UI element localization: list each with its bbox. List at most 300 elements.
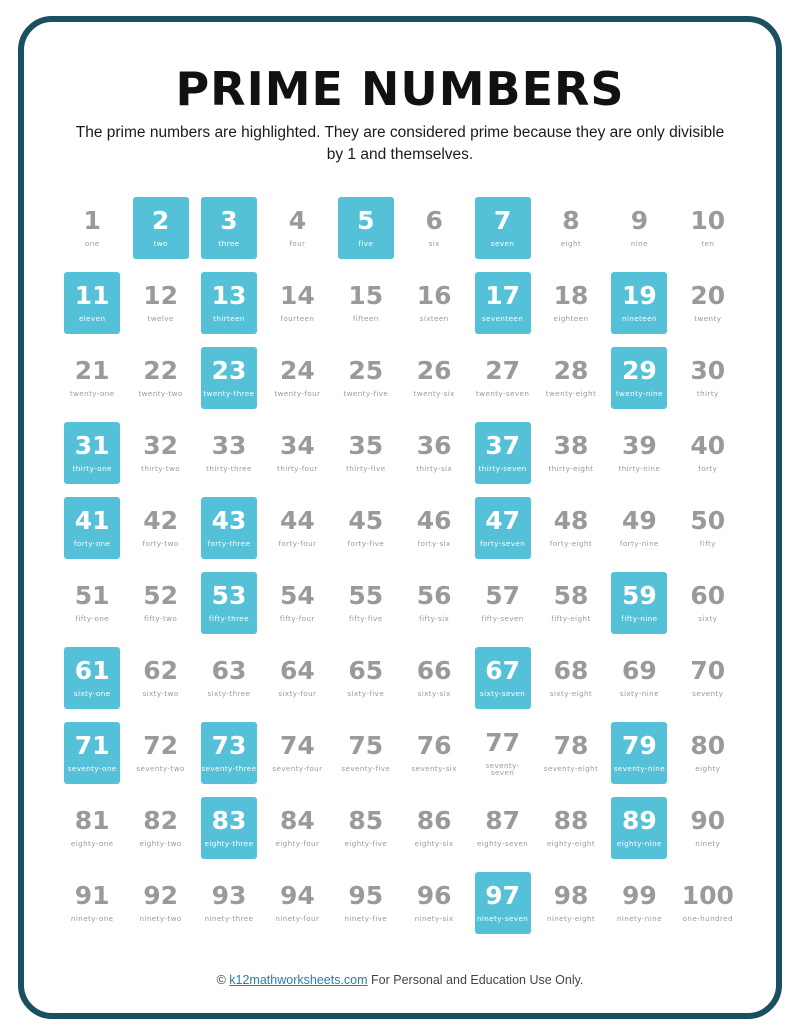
number-cell	[680, 497, 736, 559]
number-cell	[475, 347, 531, 409]
number-value: 98	[553, 881, 589, 911]
number-value: 40	[690, 431, 726, 461]
number-word: seventeen	[481, 314, 524, 324]
number-cell	[680, 197, 736, 259]
number-cell	[338, 722, 394, 784]
number-word: sixty-seven	[479, 689, 526, 699]
number-cell	[680, 422, 736, 484]
number-cell	[611, 647, 667, 709]
number-cell	[133, 572, 189, 634]
number-word: eleven	[78, 314, 106, 324]
number-value: 38	[553, 431, 589, 461]
number-word: fifty-nine	[621, 614, 658, 624]
number-word: ninety-eight	[546, 914, 596, 924]
number-cell	[201, 422, 257, 484]
number-cell	[406, 197, 462, 259]
number-value: 62	[143, 656, 178, 686]
number-word: twenty-six	[413, 389, 455, 399]
number-value: 4	[288, 206, 307, 236]
number-value: 19	[621, 281, 657, 311]
number-value: 20	[690, 281, 726, 311]
number-value: 63	[211, 656, 247, 686]
number-value: 3	[220, 206, 238, 236]
number-value: 42	[143, 506, 178, 536]
number-word: twenty-four	[274, 389, 321, 399]
number-word: twenty-one	[69, 389, 115, 399]
number-value: 1	[83, 206, 101, 236]
number-value: 29	[621, 356, 657, 386]
number-word: forty-eight	[549, 539, 593, 549]
number-value: 64	[279, 656, 315, 686]
number-value: 35	[348, 431, 384, 461]
number-cell	[269, 347, 325, 409]
number-word: forty-five	[347, 539, 385, 549]
number-value: 88	[553, 806, 589, 836]
number-value: 99	[621, 881, 657, 911]
number-value: 85	[348, 806, 384, 836]
number-value: 5	[357, 206, 375, 236]
number-cell	[338, 872, 394, 934]
number-word: fourteen	[280, 314, 315, 324]
number-value: 58	[553, 581, 589, 611]
number-value: 65	[348, 656, 384, 686]
number-value: 75	[348, 731, 384, 761]
number-word: fifty-six	[419, 614, 450, 624]
number-cell	[611, 197, 667, 259]
number-word: eighty-seven	[476, 839, 529, 849]
number-word: thirty-six	[416, 464, 453, 474]
number-cell	[475, 797, 531, 859]
number-value: 94	[279, 881, 315, 911]
number-word: sixty-one	[73, 689, 111, 699]
number-value: 44	[279, 506, 315, 536]
number-cell-prime	[201, 797, 257, 859]
number-cell	[543, 572, 599, 634]
number-value: 60	[690, 581, 726, 611]
number-word: sixty-six	[417, 689, 451, 699]
page-subtitle: The prime numbers are highlighted. They are considered prime because they are only divisible by 1 and themselves.	[75, 124, 725, 164]
number-cell	[269, 272, 325, 334]
number-cell-prime	[201, 722, 257, 784]
number-word: forty-seven	[479, 539, 526, 549]
number-cell	[64, 572, 120, 634]
number-cell	[475, 572, 531, 634]
number-word: fifteen	[352, 314, 379, 324]
number-cell-prime	[611, 272, 667, 334]
number-word: fifty-seven	[481, 614, 524, 624]
number-cell	[269, 647, 325, 709]
number-value: 36	[416, 431, 452, 461]
number-cell-prime	[475, 197, 531, 259]
number-value: 22	[143, 356, 178, 386]
number-word: forty-one	[73, 539, 111, 549]
number-word: ninety-nine	[616, 914, 662, 924]
number-word: nine	[630, 239, 648, 249]
number-value: 86	[416, 806, 452, 836]
number-cell	[64, 797, 120, 859]
number-cell	[133, 872, 189, 934]
number-word: seventy-four	[272, 764, 323, 774]
number-cell	[133, 797, 189, 859]
number-value: 52	[143, 581, 178, 611]
number-value: 73	[211, 731, 247, 761]
number-word: sixty-three	[207, 689, 251, 699]
number-cell	[611, 872, 667, 934]
number-word: forty-two	[142, 539, 179, 549]
number-word: four	[289, 239, 306, 249]
number-cell	[680, 647, 736, 709]
footer	[24, 973, 776, 987]
number-cell	[201, 872, 257, 934]
number-word: forty-nine	[619, 539, 659, 549]
number-cell-prime	[475, 497, 531, 559]
number-word: forty	[698, 464, 718, 474]
page-border	[18, 16, 782, 1019]
number-value: 41	[74, 506, 110, 536]
number-word: thirty-eight	[548, 464, 594, 474]
number-cell	[406, 497, 462, 559]
number-word: thirty-one	[72, 464, 112, 474]
number-cell-prime	[64, 722, 120, 784]
number-value: 82	[143, 806, 178, 836]
number-cell	[269, 572, 325, 634]
number-value: 43	[211, 506, 247, 536]
number-value: 51	[74, 581, 110, 611]
number-cell-prime	[611, 722, 667, 784]
number-value: 33	[211, 431, 247, 461]
number-cell	[338, 497, 394, 559]
number-cell	[406, 797, 462, 859]
number-cell	[543, 197, 599, 259]
number-word: ninety-seven	[476, 914, 529, 924]
number-word: eighty-five	[344, 839, 388, 849]
number-word: thirty-two	[141, 464, 181, 474]
number-value: 37	[485, 431, 520, 461]
number-cell-prime	[201, 572, 257, 634]
number-cell-prime	[475, 272, 531, 334]
page-title: PRIME NUMBERS	[175, 62, 625, 116]
number-word: seven	[490, 239, 515, 249]
number-value: 34	[279, 431, 315, 461]
number-value: 53	[211, 581, 247, 611]
number-word: twenty-three	[203, 389, 255, 399]
number-word: fifty-three	[209, 614, 249, 624]
number-cell	[406, 722, 462, 784]
number-word: seventy-five	[341, 764, 391, 774]
number-value: 14	[279, 281, 315, 311]
number-value: 97	[485, 881, 520, 911]
number-word: twenty-two	[138, 389, 183, 399]
number-value: 39	[621, 431, 657, 461]
number-cell	[406, 647, 462, 709]
number-word: thirty-three	[206, 464, 252, 474]
number-cell	[133, 497, 189, 559]
number-value: 71	[74, 731, 110, 761]
number-cell	[338, 647, 394, 709]
number-word: forty-three	[207, 539, 251, 549]
number-cell-prime	[201, 197, 257, 259]
number-word: sixty-eight	[549, 689, 593, 699]
number-cell	[338, 347, 394, 409]
number-cell	[269, 872, 325, 934]
number-word: sixty	[698, 614, 718, 624]
number-value: 49	[621, 506, 657, 536]
number-word: ninety-six	[414, 914, 454, 924]
number-cell	[680, 572, 736, 634]
number-cell-prime	[133, 197, 189, 259]
number-cell-prime	[611, 572, 667, 634]
number-value: 28	[553, 356, 589, 386]
number-cell	[64, 872, 120, 934]
number-word: eighteen	[553, 314, 589, 324]
number-word: six	[428, 239, 440, 249]
number-word: three	[218, 239, 240, 249]
number-word: nineteen	[621, 314, 657, 324]
number-cell	[406, 572, 462, 634]
number-word: eighty-four	[275, 839, 320, 849]
number-word: sixteen	[419, 314, 449, 324]
number-word: twenty	[694, 314, 722, 324]
number-word: eighty-nine	[616, 839, 662, 849]
number-value: 76	[416, 731, 452, 761]
number-cell-prime	[475, 872, 531, 934]
number-word: fifty	[699, 539, 716, 549]
number-value: 24	[279, 356, 315, 386]
number-word: ninety-five	[344, 914, 388, 924]
number-value: 21	[74, 356, 110, 386]
number-value: 92	[143, 881, 178, 911]
number-cell	[269, 722, 325, 784]
number-value: 87	[485, 806, 520, 836]
number-value: 61	[74, 656, 110, 686]
number-cell-prime	[611, 347, 667, 409]
number-value: 81	[74, 806, 110, 836]
number-cell	[133, 647, 189, 709]
number-word: eighty-eight	[546, 839, 596, 849]
number-value: 50	[690, 506, 726, 536]
number-value: 66	[416, 656, 452, 686]
number-word: ninety-one	[70, 914, 114, 924]
number-word: forty-four	[278, 539, 317, 549]
number-word: thirty	[696, 389, 719, 399]
number-word: fifty-five	[348, 614, 383, 624]
number-cell	[338, 797, 394, 859]
number-value: 9	[630, 206, 649, 236]
number-cell	[338, 272, 394, 334]
number-word: sixty-four	[278, 689, 317, 699]
number-value: 56	[416, 581, 452, 611]
number-value: 46	[416, 506, 452, 536]
number-word: twenty-seven	[475, 389, 530, 399]
number-word: eighty-one	[70, 839, 114, 849]
number-word: sixty-two	[142, 689, 179, 699]
number-value: 74	[279, 731, 315, 761]
number-word: forty-six	[417, 539, 451, 549]
number-cell	[543, 497, 599, 559]
number-cell	[269, 422, 325, 484]
number-cell	[680, 722, 736, 784]
number-cell	[543, 872, 599, 934]
number-cell-prime	[64, 647, 120, 709]
number-value: 7	[493, 206, 512, 236]
number-value: 23	[211, 356, 247, 386]
footer-link[interactable]: k12mathworksheets.com	[229, 973, 368, 987]
number-cell-prime	[64, 422, 120, 484]
number-cell	[338, 572, 394, 634]
number-cell	[406, 422, 462, 484]
number-value: 90	[690, 806, 726, 836]
number-cell	[269, 197, 325, 259]
number-word: twenty-eight	[545, 389, 597, 399]
number-value: 27	[485, 356, 520, 386]
number-value: 6	[425, 206, 443, 236]
number-value: 47	[485, 506, 520, 536]
number-cell	[543, 722, 599, 784]
number-word: five	[358, 239, 374, 249]
number-word: eighty-six	[414, 839, 454, 849]
number-value: 54	[279, 581, 315, 611]
number-word: ten	[701, 239, 715, 249]
number-cell	[64, 347, 120, 409]
number-word: ninety	[695, 839, 721, 849]
number-word: seventy-seven	[485, 760, 520, 777]
number-word: thirty-four	[277, 464, 318, 474]
number-value: 96	[416, 881, 452, 911]
number-cell	[406, 272, 462, 334]
number-word: sixty-nine	[619, 689, 659, 699]
number-cell	[133, 422, 189, 484]
page-content	[24, 22, 776, 1013]
number-value: 95	[348, 881, 384, 911]
number-cell-prime	[64, 272, 120, 334]
number-cell	[611, 422, 667, 484]
number-cell	[543, 647, 599, 709]
number-value: 48	[553, 506, 589, 536]
number-value: 25	[348, 356, 384, 386]
number-word: thirty-five	[346, 464, 386, 474]
number-value: 11	[74, 281, 110, 311]
number-value: 93	[211, 881, 247, 911]
number-value: 91	[74, 881, 110, 911]
number-cell	[406, 872, 462, 934]
number-value: 70	[690, 656, 726, 686]
number-value: 72	[143, 731, 178, 761]
number-value: 59	[621, 581, 657, 611]
number-cell	[680, 272, 736, 334]
number-value: 89	[621, 806, 657, 836]
number-value: 2	[151, 206, 170, 236]
number-cell	[133, 722, 189, 784]
number-cell	[406, 347, 462, 409]
number-cell	[680, 347, 736, 409]
number-value: 30	[690, 356, 726, 386]
number-word: one-hundred	[682, 914, 733, 924]
number-value: 18	[553, 281, 589, 311]
number-word: fifty-eight	[551, 614, 591, 624]
number-cell	[64, 197, 120, 259]
number-word: eighty	[695, 764, 721, 774]
number-value: 84	[279, 806, 315, 836]
number-word: fifty-four	[279, 614, 315, 624]
number-word: seventy-nine	[613, 764, 666, 774]
number-word: thirty-nine	[618, 464, 661, 474]
number-word: seventy-one	[67, 764, 117, 774]
number-word: twelve	[147, 314, 174, 324]
number-word: one	[84, 239, 100, 249]
number-word: eighty-two	[139, 839, 182, 849]
number-word: twenty-nine	[615, 389, 663, 399]
footer-copyright: ©	[216, 973, 230, 987]
number-word: seventy-two	[136, 764, 185, 774]
number-cell	[680, 872, 736, 934]
number-value: 55	[348, 581, 384, 611]
number-cell	[611, 497, 667, 559]
number-value: 10	[690, 206, 726, 236]
number-value: 100	[681, 881, 734, 911]
number-word: thirty-seven	[478, 464, 527, 474]
number-grid	[58, 197, 742, 947]
number-value: 83	[211, 806, 247, 836]
number-cell-prime	[611, 797, 667, 859]
number-cell	[338, 422, 394, 484]
number-cell-prime	[201, 272, 257, 334]
number-cell-prime	[64, 497, 120, 559]
number-cell	[543, 347, 599, 409]
number-value: 45	[348, 506, 384, 536]
number-value: 57	[485, 581, 520, 611]
number-cell	[133, 272, 189, 334]
number-cell-prime	[201, 347, 257, 409]
number-cell-prime	[475, 422, 531, 484]
number-cell	[133, 347, 189, 409]
number-word: seventy-six	[411, 764, 457, 774]
footer-suffix: For Personal and Education Use Only.	[367, 973, 584, 987]
number-cell	[543, 797, 599, 859]
number-cell	[269, 497, 325, 559]
number-word: eight	[560, 239, 582, 249]
number-word: eighty-three	[204, 839, 254, 849]
number-cell	[543, 422, 599, 484]
number-value: 12	[143, 281, 178, 311]
number-word: seventy-three	[201, 764, 257, 774]
number-cell	[543, 272, 599, 334]
number-value: 17	[485, 281, 520, 311]
number-cell	[680, 797, 736, 859]
number-word: fifty-one	[75, 614, 109, 624]
number-word: ninety-three	[204, 914, 254, 924]
number-word: seventy	[692, 689, 724, 699]
number-word: fifty-two	[144, 614, 178, 624]
number-word: two	[153, 239, 168, 249]
number-value: 67	[485, 656, 520, 686]
number-word: thirteen	[213, 314, 245, 324]
number-word: ninety-four	[275, 914, 320, 924]
number-word: sixty-five	[347, 689, 385, 699]
number-word: seventy-eight	[543, 764, 599, 774]
number-value: 16	[416, 281, 452, 311]
number-cell	[269, 797, 325, 859]
number-value: 68	[553, 656, 589, 686]
number-value: 15	[348, 281, 384, 311]
number-value: 13	[211, 281, 247, 311]
number-value: 78	[553, 731, 589, 761]
number-value: 8	[562, 206, 580, 236]
number-value: 32	[143, 431, 178, 461]
number-value: 31	[74, 431, 110, 461]
number-word: twenty-five	[343, 389, 389, 399]
number-cell-prime	[475, 647, 531, 709]
number-word: ninety-two	[139, 914, 182, 924]
